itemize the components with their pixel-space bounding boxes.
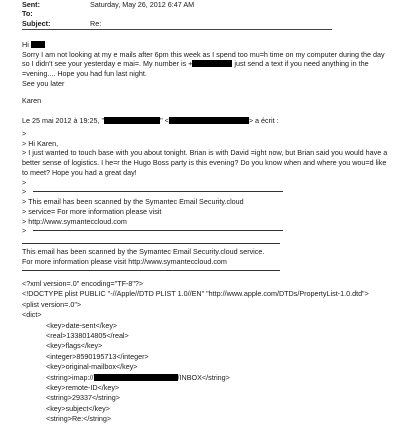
reply-text-b: just send a text if you need anything in the =vening.... Hope you had fun last night. xyxy=(22,59,369,79)
to-label: To: xyxy=(22,9,33,19)
plist-xml xyxy=(22,279,388,424)
quote-scan-3: > http://www.symanteccloud.com xyxy=(22,216,127,226)
xml-mailbox-a: <string>imap:// xyxy=(46,372,94,382)
quote-message: > I just wanted to touch base with you about tonight. Brian is with David =ight now, but Brian said you would have a better sense of logistics. I he=r the Hugo Boss party is this evening? Do you know when and where you wou=d like to meet? Hope you had a great day! xyxy=(22,148,388,177)
xml-line: <!DOCTYPE plist PUBLIC "-//Apple//DTD PLIST 1.0//EN" "http://www.apple.com/DTDs/PropertyList-1.0.dtd"> xyxy=(22,289,369,299)
redaction-name xyxy=(31,41,45,48)
xml-line: <key>date-sent</key> xyxy=(46,320,118,330)
quote-end-divider xyxy=(33,230,283,232)
scan-divider-bottom xyxy=(22,270,280,271)
quote-divider xyxy=(33,191,283,193)
redaction-mailbox xyxy=(94,374,178,381)
sent-label: Sent: xyxy=(22,0,40,9)
quote-blank-3: > xyxy=(22,187,27,197)
quote-intro xyxy=(22,116,388,126)
quote-scan-2: > service= For more information please visit xyxy=(22,206,162,216)
email-body xyxy=(22,40,388,271)
xml-line: <plist version=.0"> xyxy=(22,299,82,309)
sent-value: Saturday, May 26, 2012 6:47 AM xyxy=(90,0,195,9)
xml-line: <integer>8590195713</integer> xyxy=(46,351,149,361)
subject-row xyxy=(22,19,392,29)
greeting: Hi xyxy=(22,40,29,49)
to-row xyxy=(22,10,392,20)
redaction-sender-email xyxy=(169,117,249,124)
scan-notice-1: This email has been scanned by the Symantec Email Security.cloud service. xyxy=(22,247,265,257)
see-you-later: See you later xyxy=(22,78,65,88)
xml-line: <?xml version=.0" encoding="TF-8"?> xyxy=(22,279,144,288)
xml-remote-id: <key>remote-ID</key> xyxy=(46,382,120,392)
quote-intro-b: " < xyxy=(160,115,169,125)
quote-intro-c: > a écrit : xyxy=(248,115,279,125)
reply-text-a: Sorry I am not looking at my e mails after 6pm this week as I spend too mu=h time on my computer during the day so I didn't see your yesterday e mai=. My number is + xyxy=(22,49,385,69)
quote-hi: > Hi Karen, xyxy=(22,138,59,148)
xml-line xyxy=(22,373,388,383)
xml-line xyxy=(22,383,388,393)
quote-blank-2: > xyxy=(22,177,27,187)
xml-line: <string>29337</string> xyxy=(46,393,120,403)
quote-end-row xyxy=(22,226,388,236)
greeting-line xyxy=(22,40,388,50)
email-header xyxy=(22,0,392,29)
reply-paragraph xyxy=(22,50,388,79)
xml-line: <string>Re:</string> xyxy=(46,414,112,424)
redaction-sender-name xyxy=(104,117,160,124)
subject-value: Re: xyxy=(90,18,102,28)
scan-notice-2: For more information please visit http://www.symanteccloud.com xyxy=(22,257,227,267)
quote-scan-1: > This email has been scanned by the Symantec Email Security.cloud xyxy=(22,197,244,207)
quote-end: > xyxy=(22,226,27,236)
quote-rule-row xyxy=(22,187,388,197)
quote-intro-a: Le 25 mai 2012 à 19:25, " xyxy=(22,115,105,125)
xml-mailbox-b: /INBOX</string> xyxy=(177,372,230,382)
redaction-phone xyxy=(192,60,232,67)
xml-line: <key>subject</key> xyxy=(46,403,110,413)
quote-blank-1: > xyxy=(22,129,27,139)
xml-line: <key>flags</key> xyxy=(46,341,103,351)
subject-label: Subject: xyxy=(22,18,51,28)
xml-line: <real>1338014805</real> xyxy=(46,330,129,340)
xml-line: <key>original-mailbox</key> xyxy=(46,362,138,372)
signature: Karen xyxy=(22,95,42,105)
header-divider xyxy=(22,29,332,30)
sent-row xyxy=(22,0,392,10)
xml-line: <dict> xyxy=(22,310,42,320)
